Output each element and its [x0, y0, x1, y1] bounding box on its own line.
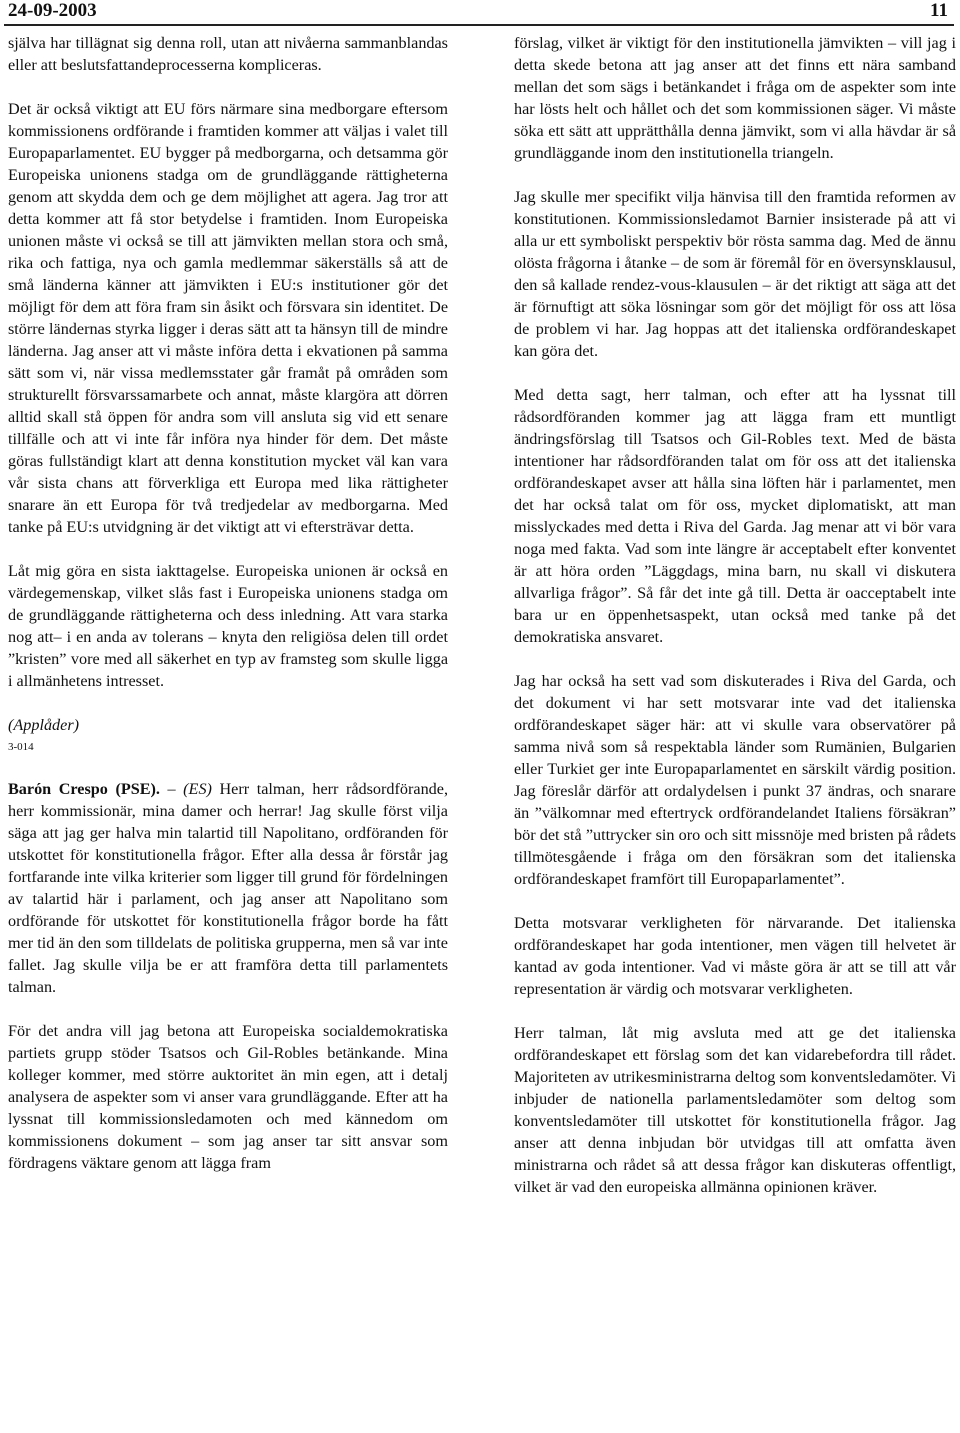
- paragraph: Herr talman, låt mig avsluta med att ge det italienska ordförandeskapet ett förslag som det kan vidarebefordra till rådet. Majoriteten av utrikesministrarna deltog som konventsledamöter. Vi inbjuder de nationella parlamentsledamöter som deltog som konventsledamöter till utskottet för konstitutionella frågor. Jag anser att denna inbjudan bör utvidgas till att omfatta även ministrarna och rådet så att dessa frågor kan diskuteras offentligt, vilket är vad den europeiska allmänna opinionen kräver.: [514, 1024, 956, 1196]
- paragraph: Jag skulle mer specifikt vilja hänvisa till den framtida reformen av konstitutionen. Kommissionsledamot Barnier insisterade på att vi alla ur ett symboliskt perspektiv bör rösta samma dag. Med de ännu olösta frågorna i åtanke – de som är föremål för en översynsklausul, den så kallade rendez-vous-klausulen – är det riktigt att säga att det är förnuftigt att söka lösningar som gör det möjligt för oss att lösa de problem vi har. Jag hoppas att det italienska ordförandeskapet kan göra det.: [514, 188, 956, 360]
- paragraph: själva har tillägnat sig denna roll, utan att nivåerna sammanblandas eller att beslutsfattandeprocesserna kompliceras.: [8, 34, 448, 74]
- right-column: [514, 32, 956, 1220]
- page-header: [8, 0, 948, 24]
- paragraph: För det andra vill jag betona att Europeiska socialdemokratiska partiets grupp stöder Tsatsos och Gil-Robles betänkande. Mina kolleger kommer, med större auktoritet än min egen, att i detalj analysera de aspekter som vi anser vara grundläggande. Efter att ha lyssnat till kommissionsledamoten och med kännedom om kommissionens dokument – som jag anser tar sitt ansvar som fördragens väktare genom att lägga fram: [8, 1022, 448, 1172]
- paragraph: Låt mig göra en sista iakttagelse. Europeiska unionen är också en värdegemenskap, vilket slås fast i Europeiska unionens stadga om de grundläggande rättigheterna och dess inledning. Att vara starka nog att– i en anda av tolerans – knyta den religiösa delen till ordet ”kristen” vore med all säkerhet en typ av framsteg som skulle ligga i allmänhetens intresset.: [8, 562, 448, 690]
- speaker-dash: –: [159, 780, 184, 798]
- speech-paragraph: [8, 778, 448, 998]
- paragraph: Det är också viktigt att EU förs närmare sina medborgare eftersom kommissionens ordförande i framtiden kommer att väljas i valet till Europaparlamentet. EU bygger på medborgarna, och detsamma gör Europeiska unionens stadga om de grundläggande rättigheterna genom att skydda dem och ge dem möjlighet att agera. Jag tror att detta kommer att få stor betydelse i framtiden. Inom Europeiska unionen måste vi också se till att jämvikten mellan stora och små, rika och fattiga, nya och gamla medlemmar säkerställs så att de små länderna känner att jämvikten i EU:s institutioner gör det möjligt för dem att föra fram sin åsikt och försvara sin identitet. De större ländernas styrka ligger i deras sätt att ta hänsyn till de mindre länderna. Jag anser att vi måste införa detta i ekvationen på samma sätt som vi, när vissa medlemsstater går framåt på områden som strukturellt försvarssamarbete och annat, måste klargöra att dörren alltid skall stå öppen för andra som vill ansluta sig vid ett senare tillfälle och att vi inte får införa nya hinder för dem. Det måste göras fullständigt klart att denna konstitution mycket väl kan vara vår sista chans att förverkliga ett Europa med lika rättigheter snarare än ett Europa för två tredjedelar av medborgarna. Med tanke på EU:s utvidgning är det viktigt att vi eftersträvar detta.: [8, 100, 448, 536]
- language-tag: (ES): [183, 780, 212, 798]
- speech-code: 3-014: [8, 741, 34, 753]
- paragraph: Med detta sagt, herr talman, och efter att ha lyssnat till rådsordföranden kommer jag att lägga fram ett muntligt ändringsförslag till Tsatsos och Gil-Robles text. Med de bästa intentioner har rådsordföranden talat om för oss att det italienska ordförandeskapet avser att hålla sina löften här i parlamentet, men det har också talat om för oss, mycket diplomatiskt, att man misslyckades med detta i Riva del Garda. Jag menar att vi bör vara noga med fakta. Vad som inte längre är acceptabelt efter konventet är att höra orden ”Läggdags, mina barn, nu skall vi diskutera allvarliga frågor”. Så får det inte gå till. Detta är oacceptabelt inte bara ur en öppenhetsaspekt, utan också med tanke på det demokratiska ansvaret.: [514, 386, 956, 646]
- paragraph: Detta motsvarar verkligheten för närvarande. Det italienska ordförandeskapet har goda intentioner, men vägen till helvetet är kantad av goda intentioner. Vad vi måste göra är att se till att vår representation är värdig och motsvarar verkligheten.: [514, 914, 956, 998]
- page-number: 11: [930, 0, 948, 21]
- paragraph: Jag har också ha sett vad som diskuterades i Riva del Garda, och det dokument vi har sett motsvarar inte vad det italienska ordförandeskapet säger här: att vi skulle vara observatörer på samma nivå som så respektabla länder som Rumänien, Bulgarien eller Turkiet ger inte Europaparlamentet en särskilt värdig position. Jag föreslår därför att ordalydelsen i punkt 37 ändras, och snarare än ”välkomnar med eftertryck ordförandelandet Italiens försäkran” bör det stå ”uttrycker sin oro och sitt missnöje med bristen på rådets tillmötesgående i fråga om den försäkran som det italienska ordförandeskapet framfört till Europaparlamentet”.: [514, 672, 956, 888]
- applause-note: [8, 714, 448, 736]
- applause-text: (Applåder): [8, 716, 80, 734]
- left-column: [8, 32, 448, 1196]
- header-date: 24-09-2003: [8, 0, 97, 21]
- header-rule: [4, 24, 954, 26]
- speech-text: Herr talman, herr rådsordförande, herr kommissionär, mina damer och herrar! Jag skulle först vilja säga att jag ger halva min talartid till Napolitano, ordföranden för utskottet för konstitutionella frågor. Efter alla dessa år förstår jag fortfarande inte vilka kriterier som ligger till grund för fördelningen av talartid här i parlament, och jag anser att Napolitano som ordförande för utskottet för konstitutionella frågor borde ha fått mer tid än den som tilldelats de politiska grupperna, men så var inte fallet. Jag skulle vilja be er att framföra detta till parlamentets talman.: [8, 780, 448, 996]
- speaker-name: Barón Crespo (PSE).: [8, 780, 160, 798]
- paragraph: förslag, vilket är viktigt för den institutionella jämvikten – vill jag i detta skede betona att jag anser att det finns ett nära samband mellan det som sägs i betänkandet i fråga om de aspekter som inte har lösts helt och hållet och det som kommissionen säger. Vi måste söka ett sätt att upprätthålla denna jämvikt, som vi alla hävdar är så grundläggande inom den institutionella triangeln.: [514, 34, 956, 162]
